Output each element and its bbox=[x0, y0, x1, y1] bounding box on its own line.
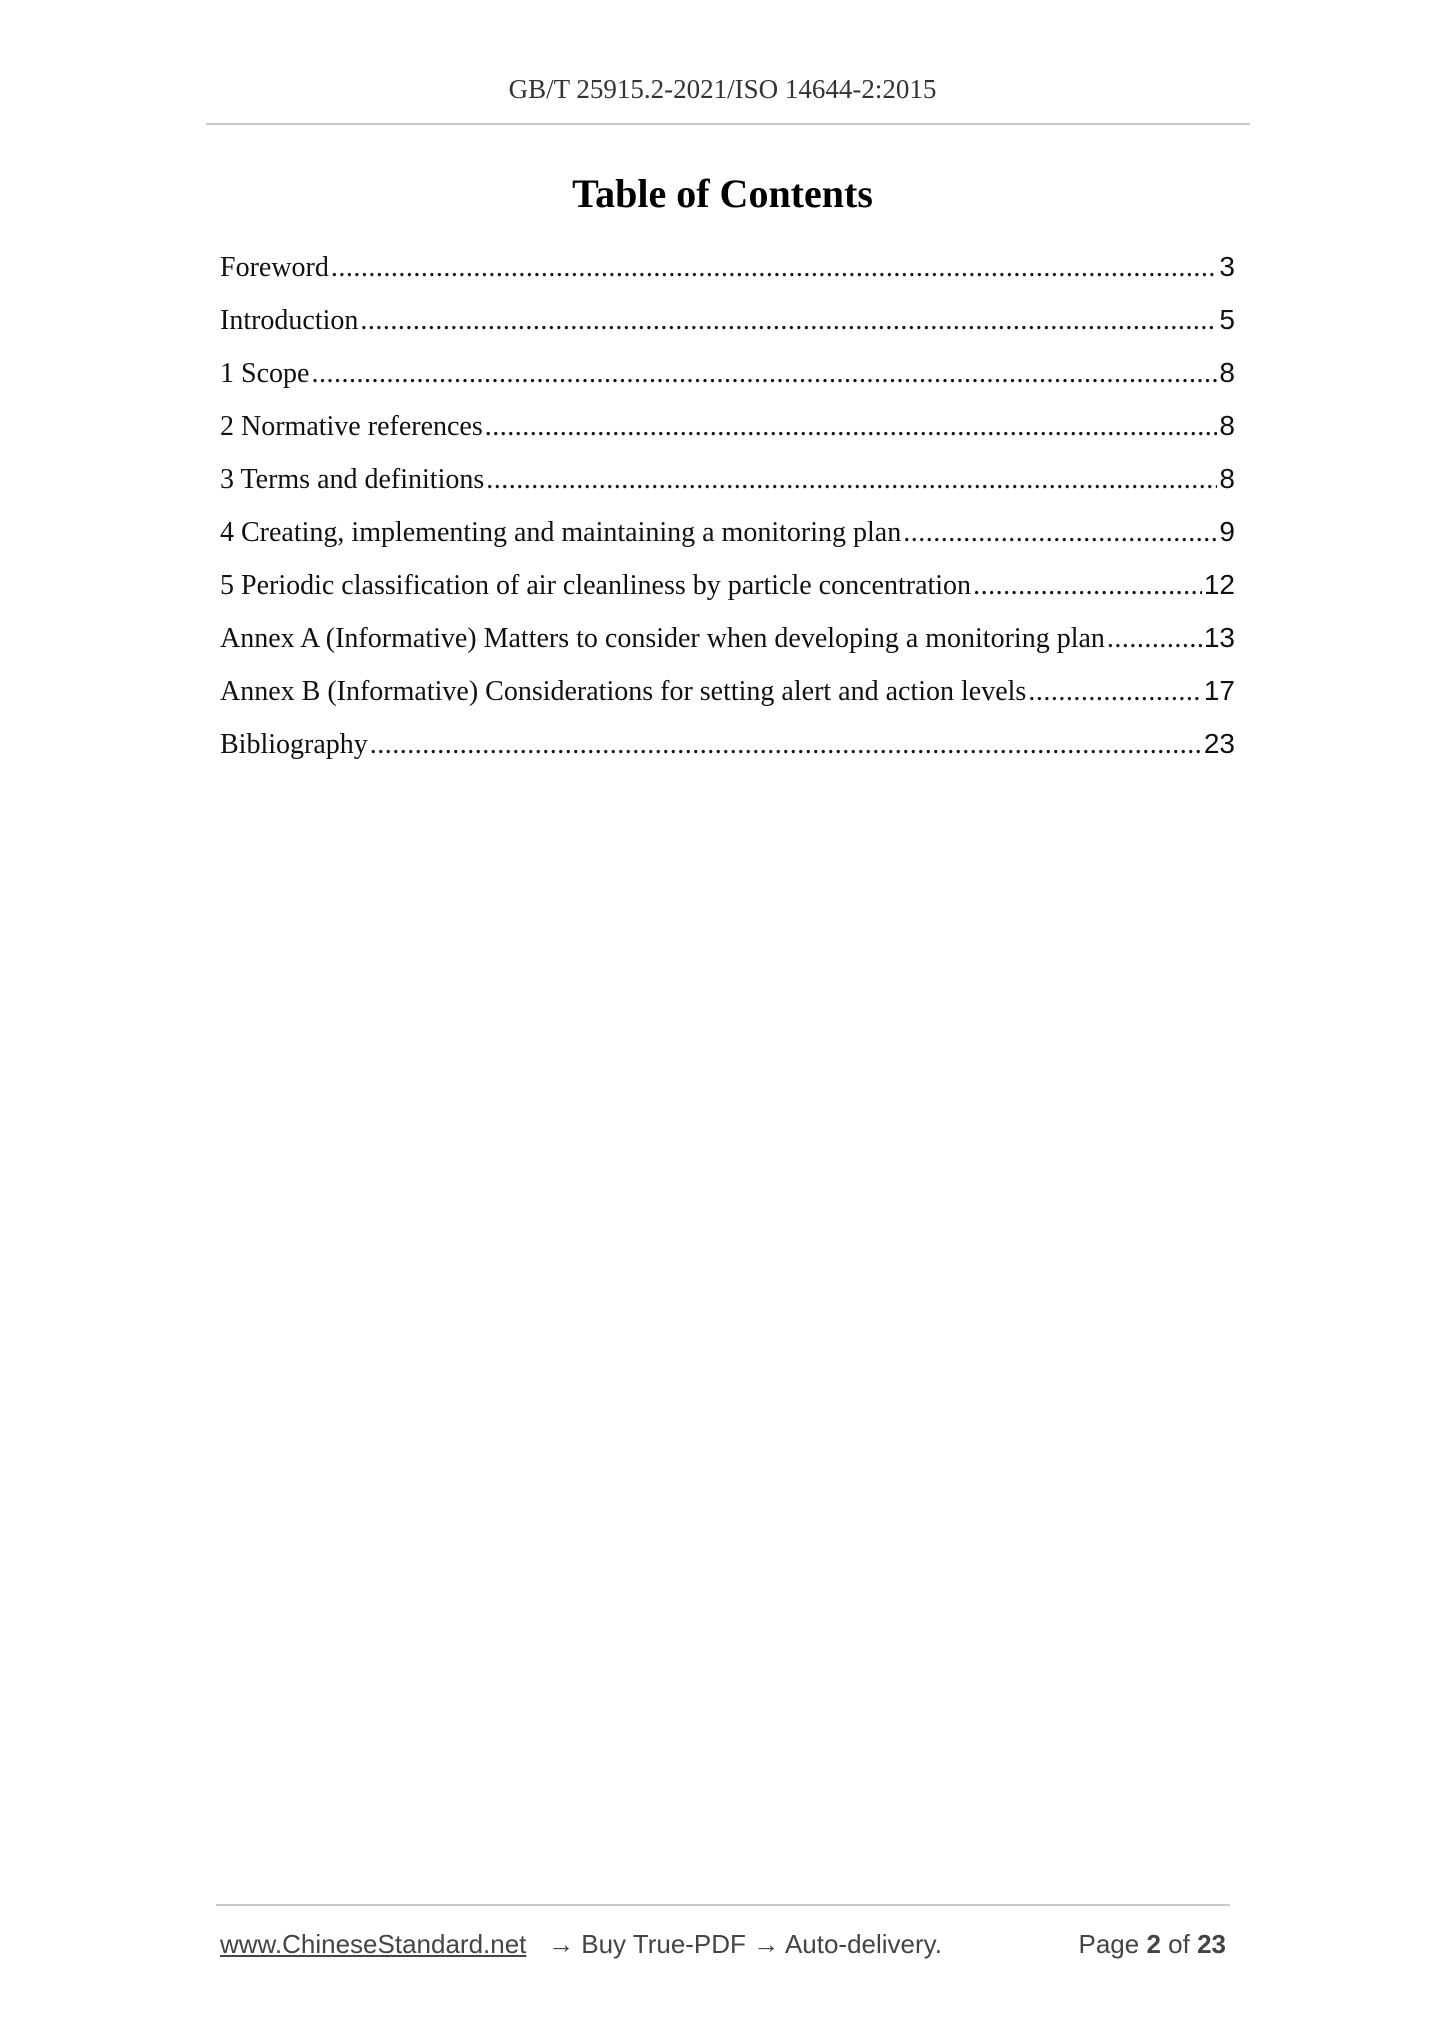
toc-entry-annex-a[interactable] bbox=[220, 615, 1235, 668]
page-footer bbox=[220, 1924, 1230, 1964]
toc-dot-leader bbox=[903, 510, 1217, 556]
toc-entry-label: 1 Scope bbox=[220, 358, 310, 389]
toc-entry-label: Bibliography bbox=[220, 729, 368, 760]
toc-entry-label: 2 Normative references bbox=[220, 411, 483, 442]
toc-list bbox=[220, 244, 1235, 774]
current-page-number: 2 bbox=[1146, 1929, 1161, 1959]
toc-dot-leader bbox=[370, 722, 1202, 768]
toc-dot-leader bbox=[1107, 616, 1202, 662]
toc-dot-leader bbox=[973, 563, 1202, 609]
toc-entry-foreword[interactable] bbox=[220, 244, 1235, 297]
toc-entry-label: Foreword bbox=[220, 252, 329, 283]
toc-dot-leader bbox=[486, 457, 1217, 503]
toc-dot-leader bbox=[360, 298, 1217, 344]
toc-dot-leader bbox=[485, 404, 1218, 450]
toc-entry-monitoring-plan[interactable] bbox=[220, 509, 1235, 562]
toc-entry-terms-and-definitions[interactable] bbox=[220, 456, 1235, 509]
total-pages-number: 23 bbox=[1197, 1929, 1226, 1959]
toc-entry-page: 5 bbox=[1219, 304, 1235, 335]
toc-entry-page: 8 bbox=[1219, 357, 1235, 388]
toc-entry-page: 12 bbox=[1203, 569, 1235, 600]
of-word: of bbox=[1168, 1929, 1190, 1959]
page-number-indicator bbox=[1078, 1924, 1226, 1964]
toc-entry-label: Introduction bbox=[220, 305, 359, 336]
toc-entry-page: 3 bbox=[1219, 251, 1235, 282]
toc-dot-leader bbox=[331, 245, 1218, 291]
toc-entry-scope[interactable] bbox=[220, 350, 1235, 403]
page-title: Table of Contents bbox=[572, 171, 873, 216]
toc-entry-page: 17 bbox=[1203, 675, 1235, 706]
toc-dot-leader bbox=[1028, 669, 1202, 715]
toc-entry-label: Annex B (Informative) Considerations for setting alert and action levels bbox=[220, 676, 1027, 707]
website-link[interactable]: www.ChineseStandard.net bbox=[220, 1929, 527, 1959]
toc-entry-label: 5 Periodic classification of air cleanliness by particle concentration bbox=[220, 570, 972, 601]
toc-dot-leader bbox=[311, 351, 1217, 397]
toc-entry-normative-references[interactable] bbox=[220, 403, 1235, 456]
footer-divider bbox=[216, 1904, 1230, 1906]
page-word: Page bbox=[1078, 1929, 1140, 1959]
toc-entry-bibliography[interactable] bbox=[220, 721, 1235, 774]
toc-entry-label: 3 Terms and definitions bbox=[220, 464, 485, 495]
toc-entry-page: 8 bbox=[1219, 410, 1235, 441]
toc-entry-label: 4 Creating, implementing and maintaining a monitoring plan bbox=[220, 517, 902, 548]
toc-entry-page: 23 bbox=[1203, 728, 1235, 759]
toc-entry-page: 8 bbox=[1219, 463, 1235, 494]
header-divider bbox=[206, 123, 1250, 125]
toc-entry-introduction[interactable] bbox=[220, 297, 1235, 350]
toc-entry-page: 9 bbox=[1219, 516, 1235, 547]
toc-entry-label: Annex A (Informative) Matters to consider when developing a monitoring plan bbox=[220, 623, 1105, 654]
toc-entry-page: 13 bbox=[1203, 622, 1235, 653]
footer-promo-text: → Buy True-PDF → Auto-delivery. bbox=[548, 1929, 942, 1959]
toc-entry-periodic-classification[interactable] bbox=[220, 562, 1235, 615]
document-header: GB/T 25915.2-2021/ISO 14644-2:2015 bbox=[508, 74, 937, 104]
toc-entry-annex-b[interactable] bbox=[220, 668, 1235, 721]
